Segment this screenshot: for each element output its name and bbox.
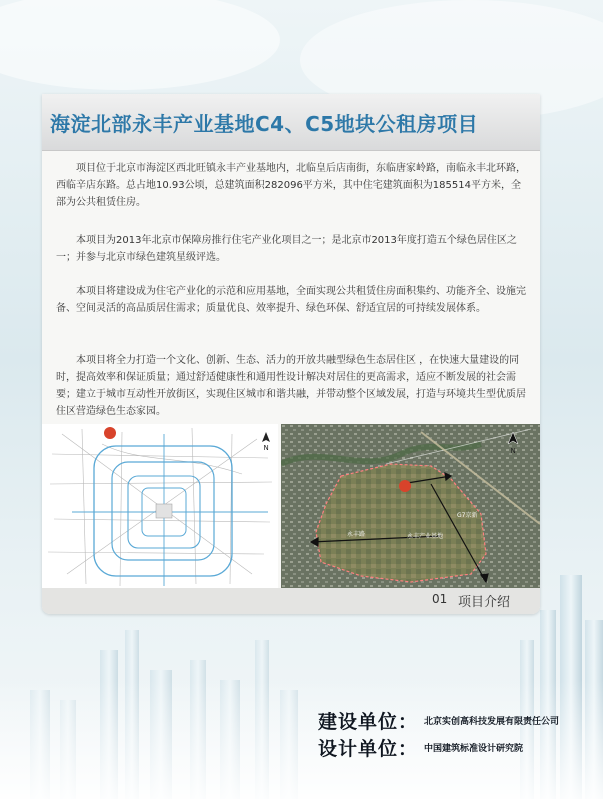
paragraph-goals: 本项目将建设成为住宅产业化的示范和应用基地，全面实现公共租赁住房面积集约、功能齐全、设施完备、空间灵活的高品质居住需求；质量优良、效率提升、绿色环保、舒适宜居的可持续发展体系。: [56, 286, 526, 314]
project-site-marker-aerial: [399, 480, 411, 492]
beijing-ring-road-map: [42, 424, 278, 588]
caption-number: 01: [432, 592, 448, 606]
project-site-marker: [104, 427, 116, 439]
designer-name: 中国建筑标准设计研究院: [424, 744, 524, 754]
developer-label: 建设单位：: [318, 711, 419, 733]
paragraph-vision: 本项目将全力打造一个文化、创新、生态、活力的开放共融型绿色生态居住区 ，在快速大量建设的同时，提高效率和保证质量；通过舒适健康性和通用性设计解决对居住的更高需求，适应不断发展的社会需要；建立于城市互动性开放街区，实现住区城市和谐共融，并带动整个区域发展，打造与环境共生型优质居住区营造绿色生态家园。: [56, 355, 526, 417]
site-aerial-map: [281, 424, 540, 588]
north-label-left: N: [263, 444, 269, 452]
road-label-east: G7京新: [457, 512, 478, 519]
developer-name: 北京实创高科技发展有限责任公司: [424, 717, 560, 727]
north-arrow-icon: [262, 432, 270, 452]
page-title: 海淀北部永丰产业基地C4、C5地块公租房项目: [50, 112, 479, 136]
paragraph-location: 项目位于北京市海淀区西北旺镇永丰产业基地内，北临皇后店南街，东临唐家岭路，南临永丰北环路，西临辛店东路。总占地10.93公顷，总建筑面积282096平方米，其中住宅建筑面积为185514平方米，全部为公共租赁住房。: [56, 163, 526, 208]
paragraph-significance: 本项目为2013年北京市保障房推行住宅产业化项目之一；是北京市2013年度打造五个绿色居住区之一；并参与北京市绿色建筑星级评选。: [56, 235, 517, 263]
caption-text: 项目介绍: [458, 595, 511, 610]
north-label-right: N: [510, 447, 516, 455]
road-label-west: 永丰路: [347, 531, 366, 538]
location-maps: [42, 424, 540, 588]
road-label-center: 永丰产业基地: [407, 533, 444, 540]
designer-label: 设计单位：: [318, 738, 419, 760]
